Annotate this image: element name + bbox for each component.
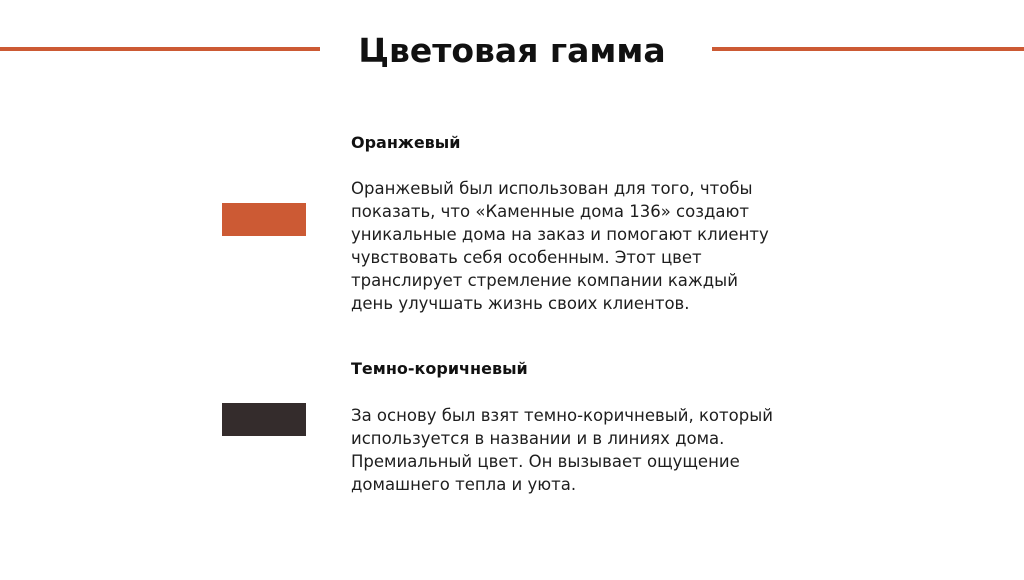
description-line: уникальные дома на заказ и помогают клиенту [351, 225, 769, 244]
orange-color-swatch [222, 203, 306, 236]
header-line-right [712, 47, 1024, 51]
description-line: транслирует стремление компании каждый [351, 271, 738, 290]
description-line: Премиальный цвет. Он вызывает ощущение [351, 452, 740, 471]
description-line: домашнего тепла и уюта. [351, 475, 577, 494]
description-line: Оранжевый был использован для того, чтобы [351, 179, 753, 198]
description-line: показать, что «Каменные дома 136» создают [351, 202, 749, 221]
orange-description [351, 177, 851, 315]
description-line: день улучшать жизнь своих клиентов. [351, 294, 690, 313]
description-line: используется в названии и в линиях дома. [351, 429, 725, 448]
brown-color-swatch [222, 403, 306, 436]
brown-description [351, 404, 851, 496]
description-line: За основу был взят темно-коричневый, который [351, 406, 773, 425]
brown-heading: Темно-коричневый [351, 359, 528, 378]
orange-heading: Оранжевый [351, 133, 461, 152]
page-title: Цветовая гамма [358, 31, 666, 70]
description-line: чувствовать себя особенным. Этот цвет [351, 248, 702, 267]
